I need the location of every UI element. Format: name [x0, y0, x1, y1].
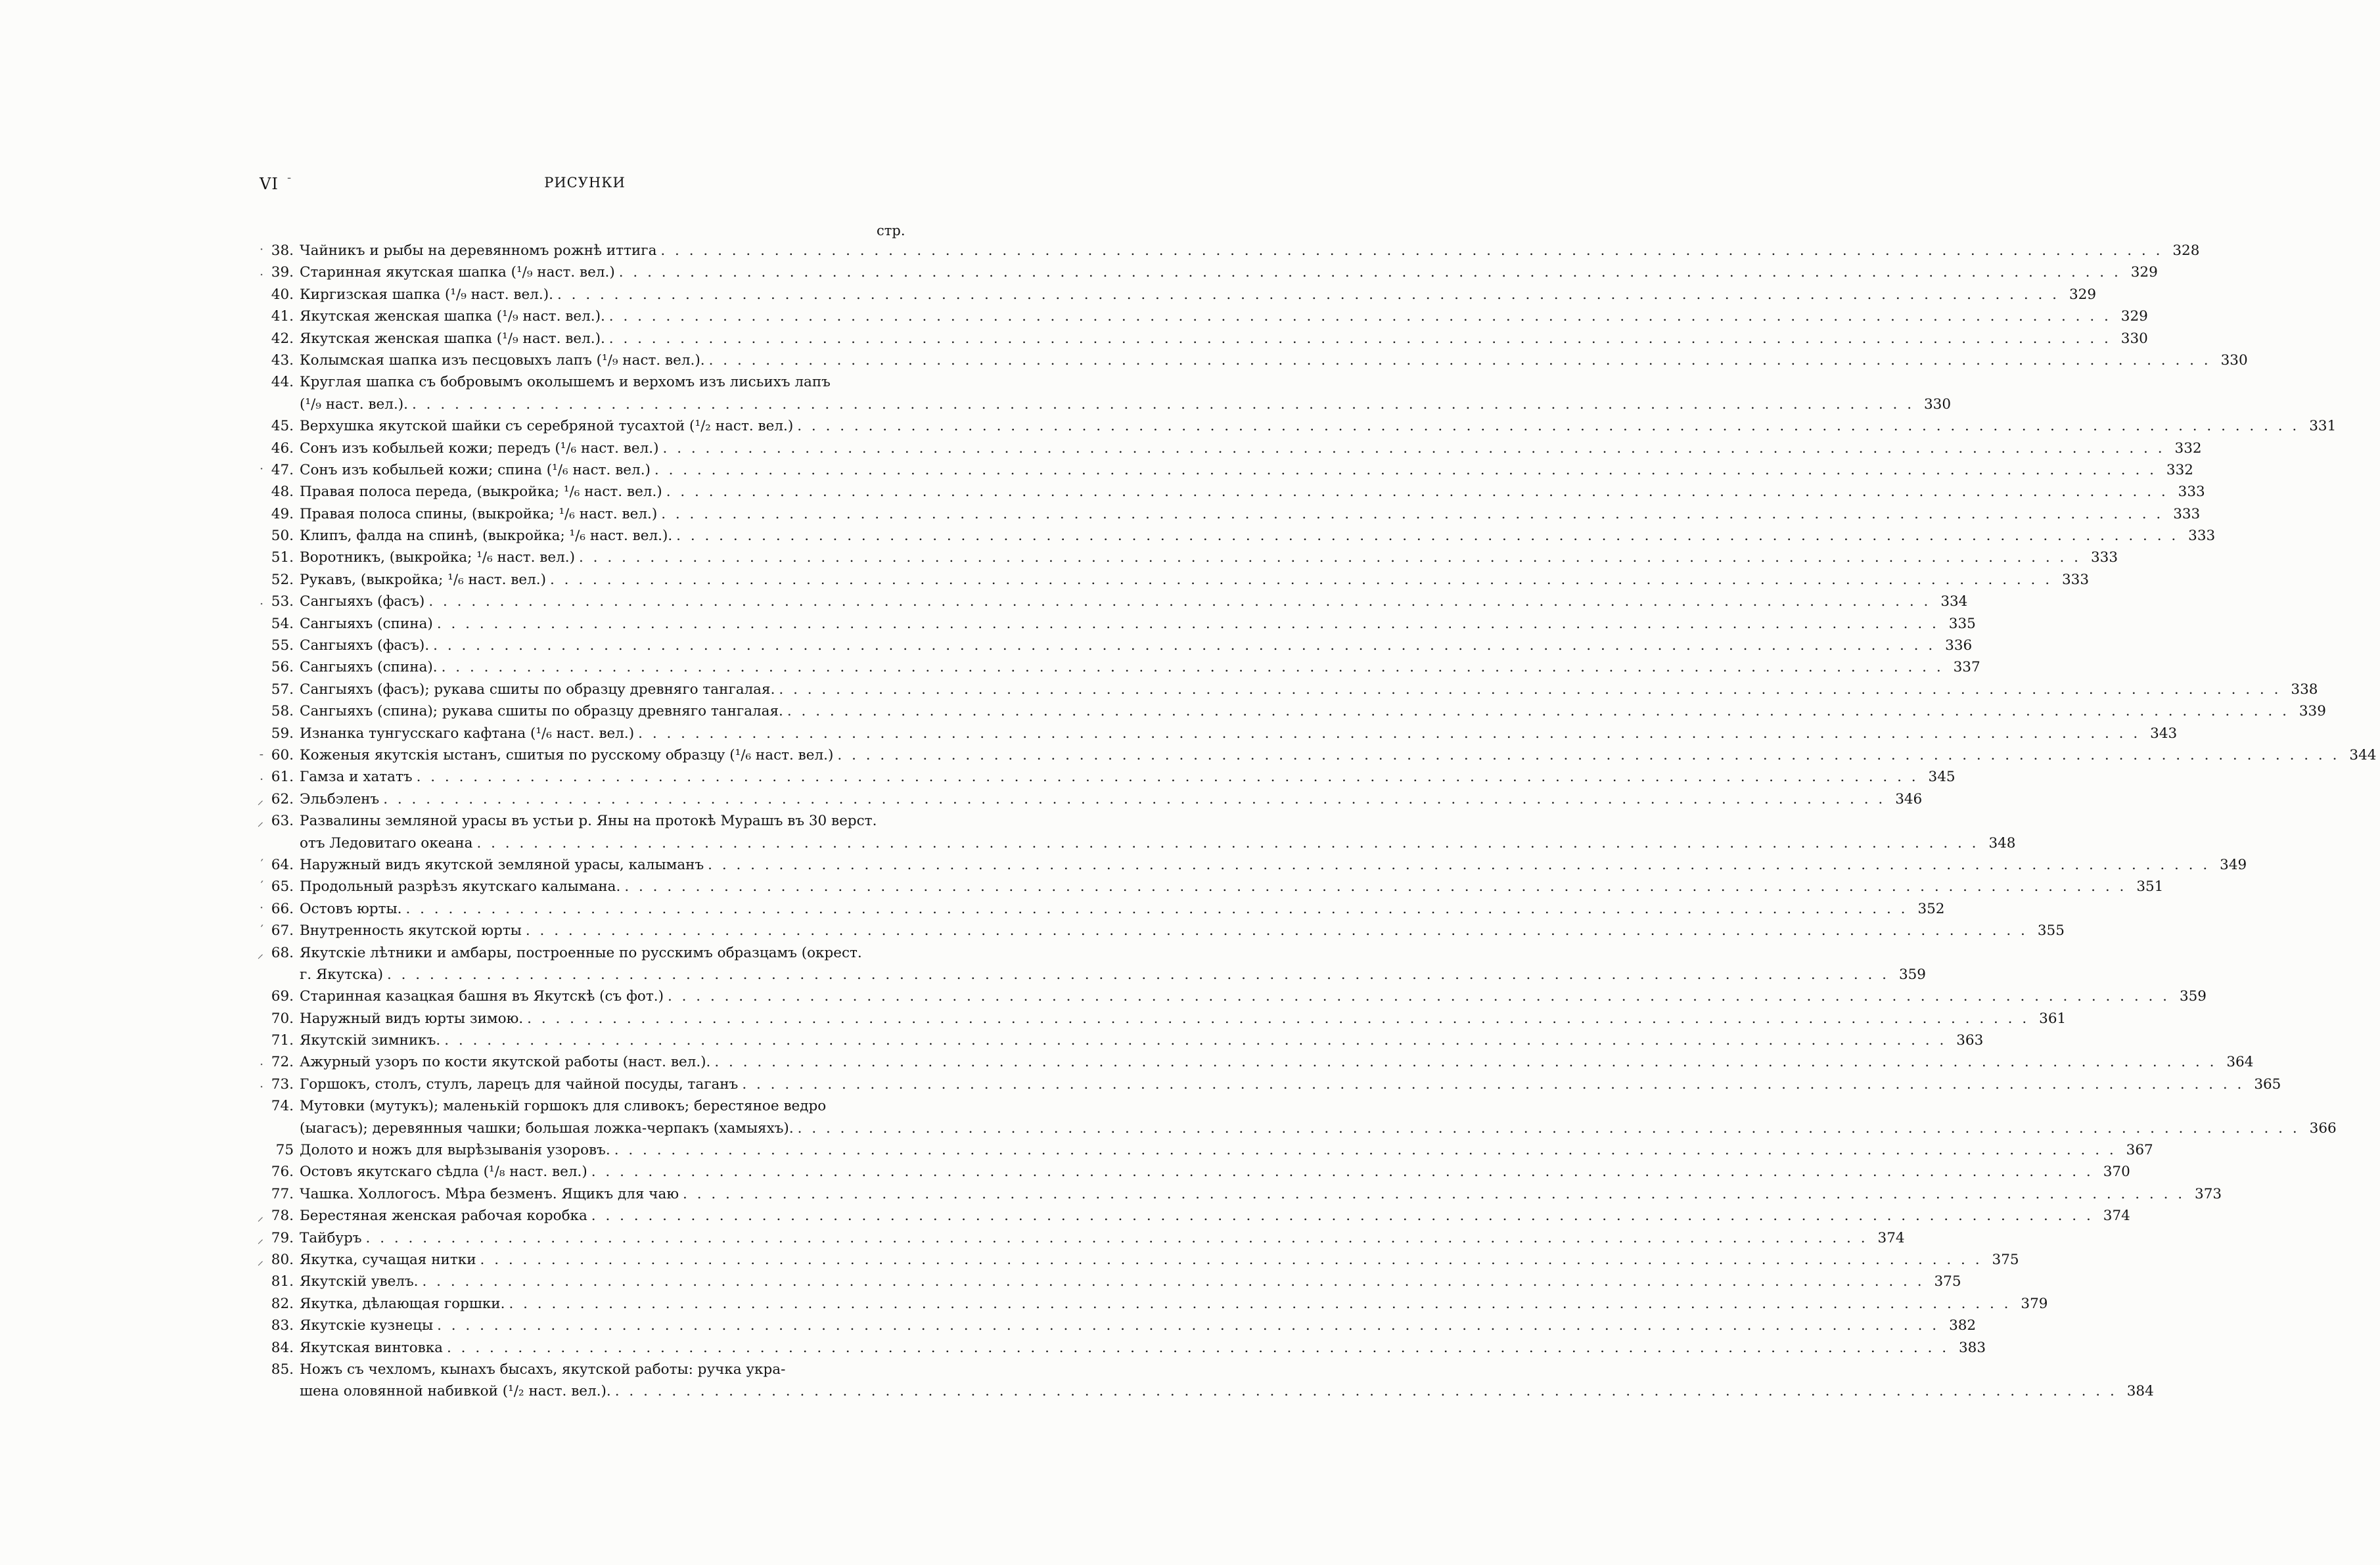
margin-mark: ⸝ [257, 1253, 263, 1268]
page-number: 374 [1877, 1229, 1905, 1246]
dot-leader [654, 462, 2154, 478]
page-number: 375 [1992, 1251, 2019, 1268]
figure-caption: Горшокъ, столъ, стулъ, ларецъ для чайной посуды, таганъ [300, 1076, 739, 1093]
figure-entry [257, 813, 917, 834]
figure-number: 66. [271, 900, 294, 917]
figure-entry [260, 834, 2016, 857]
figure-entry [260, 528, 2216, 549]
figure-caption: Старинная казацкая башня въ Якутскѣ (съ фот.) [300, 988, 664, 1005]
page-column-label: стр. [877, 223, 905, 238]
figure-caption: Ажурный узоръ по кости якутской работы (наст. вел.). [300, 1054, 711, 1071]
figure-number: 38. [271, 242, 294, 259]
figure-number: 72. [271, 1054, 294, 1071]
figure-entry [259, 1076, 2281, 1098]
figure-entry [260, 1317, 1977, 1339]
folio-pencil-mark: - [287, 171, 292, 185]
margin-mark: · [259, 242, 263, 257]
dot-leader [591, 1164, 2091, 1180]
figure-caption: Гамза и хататъ [300, 769, 413, 786]
page-number: 382 [1949, 1317, 1977, 1334]
figure-entry [260, 703, 2326, 725]
figure-number: 47. [271, 461, 294, 478]
figure-entry [260, 1120, 2337, 1142]
figure-caption: Сангыяхъ (фасъ). [300, 637, 430, 654]
figure-entry [257, 1251, 2019, 1273]
figure-number: 53. [271, 593, 294, 610]
page-number: 344 [2349, 746, 2377, 763]
figure-entry [257, 1208, 2130, 1229]
figure-number: 43. [271, 352, 294, 369]
figure-entry [260, 637, 1973, 659]
figure-entry [257, 944, 917, 966]
figure-number: 61. [271, 769, 294, 786]
page-number: 349 [2220, 856, 2247, 873]
figure-number: 78. [271, 1208, 294, 1225]
figure-number: 42. [271, 330, 294, 347]
figure-entry [259, 461, 2193, 484]
dot-leader [423, 1273, 1922, 1290]
margin-mark: ⸝ [257, 946, 263, 961]
page-header [260, 171, 910, 201]
figure-entry [260, 659, 1980, 681]
dot-leader [708, 857, 2207, 873]
figure-caption: Якутка, дѣлающая горшки. [300, 1295, 505, 1312]
figure-caption: Продольный разрѣзъ якутскаго калымана. [300, 878, 621, 896]
figure-number: 50. [271, 528, 294, 545]
figure-number: 58. [271, 703, 294, 720]
figure-caption: отъ Ледовитаго океана [300, 834, 473, 851]
dot-leader [366, 1230, 1865, 1246]
figure-entry [260, 988, 2207, 1010]
page-number: 335 [1948, 615, 1976, 632]
page-number: 373 [2195, 1185, 2222, 1202]
figure-caption: Сонъ изъ кобыльей кожи; спина (¹/₆ наст. вел.) [300, 461, 651, 478]
figure-entry [260, 418, 2337, 440]
figure-entry [260, 615, 1976, 637]
figure-entry [260, 1010, 2067, 1032]
figure-caption: Старинная якутская шапка (¹/₉ наст. вел.) [300, 264, 615, 281]
figure-entry [260, 505, 2201, 528]
dot-leader [428, 593, 1928, 610]
margin-mark: . [259, 593, 263, 608]
figure-list [257, 242, 2377, 1405]
figure-caption: Сангыяхъ (фасъ) [300, 593, 425, 610]
dot-leader [526, 922, 2025, 939]
page-number: 379 [2021, 1295, 2048, 1312]
figure-entry [260, 1142, 2153, 1164]
figure-number: 54. [271, 615, 294, 632]
page-number: 355 [2037, 922, 2065, 940]
figure-caption: Круглая шапка съ бобровымъ околышемъ и верхомъ изъ лисьихъ лапъ [300, 374, 831, 391]
figure-number: 74. [271, 1098, 294, 1115]
figure-entry [260, 330, 2148, 352]
figure-number: 69. [271, 988, 294, 1005]
page-number: 343 [2150, 725, 2178, 742]
page-number: 328 [2172, 242, 2200, 259]
page-number: 337 [1953, 659, 1980, 676]
margin-mark: ⸝ [257, 815, 263, 830]
figure-entry [260, 1295, 2048, 1317]
figure-caption: Якутскіе кузнецы [300, 1317, 434, 1334]
figure-entry [260, 396, 1952, 418]
dot-leader [437, 616, 1936, 632]
margin-mark: . [259, 264, 263, 279]
margin-mark: ′ [260, 878, 263, 894]
margin-mark: · [259, 900, 263, 915]
dot-leader [638, 725, 2138, 742]
figure-entry [259, 264, 2158, 286]
dot-leader [444, 1032, 1944, 1049]
figure-entry [260, 1185, 2222, 1208]
figure-entry [260, 308, 2148, 330]
figure-caption: Ножъ съ чехломъ, кынахъ бысахъ, якутской работы: ручка укра- [300, 1361, 786, 1378]
margin-mark: ⸝ [257, 1231, 263, 1246]
page-number: 374 [2103, 1208, 2130, 1225]
dot-leader [476, 835, 1976, 851]
figure-entry [259, 593, 1968, 615]
dot-leader [433, 637, 1933, 654]
figure-caption: Изнанка тунгусскаго кафтана (¹/₆ наст. вел.) [300, 725, 635, 742]
figure-caption: Рукавъ, (выкройка; ¹/₆ наст. вел.) [300, 571, 547, 588]
page-number: 336 [1945, 637, 1973, 654]
figure-caption: Якутская женская шапка (¹/₉ наст. вел.). [300, 330, 605, 347]
figure-caption: Колымская шапка изъ песцовыхъ лапъ (¹/₉ наст. вел.). [300, 352, 705, 369]
figure-number: 45. [271, 418, 294, 435]
figure-caption: Наружный видъ якутской земляной урасы, калыманъ [300, 856, 704, 873]
page-number: 365 [2254, 1076, 2281, 1093]
page-number: 332 [2166, 461, 2193, 478]
page-number: 338 [2291, 681, 2318, 698]
figure-number: 75 [275, 1142, 294, 1159]
dot-leader [714, 1054, 2214, 1070]
figure-entry [259, 769, 1956, 790]
figure-number: 51. [271, 549, 294, 566]
dot-leader [683, 1186, 2182, 1202]
figure-number: 83. [271, 1317, 294, 1334]
running-title: РИСУНКИ [544, 175, 626, 191]
figure-entry [260, 1164, 2130, 1185]
figure-entry [260, 440, 2202, 462]
page-folio: VI [260, 175, 279, 193]
page-number: 352 [1917, 900, 1945, 917]
figure-entry [260, 966, 1926, 988]
figure-number: 65. [271, 878, 294, 896]
dot-leader [447, 1340, 1946, 1356]
figure-caption: Коженыя якутскія ыстанъ, сшитыя по русскому образцу (¹/₆ наст. вел.) [300, 746, 834, 763]
margin-mark: . [259, 1054, 263, 1069]
dot-leader [661, 506, 2161, 522]
page-number: 346 [1895, 790, 1923, 807]
dot-leader [619, 264, 2118, 281]
figure-entry [259, 1054, 2254, 1076]
figure-entry [260, 374, 917, 396]
page-number: 334 [1940, 593, 1968, 610]
dot-leader [509, 1296, 2008, 1312]
figure-caption: Правая полоса спины, (выкройка; ¹/₆ наст. вел.) [300, 505, 658, 522]
figure-number: 56. [271, 659, 294, 676]
figure-caption: Якутскій зимникъ. [300, 1032, 441, 1049]
figure-entry [260, 1383, 2154, 1405]
figure-caption: Внутренность якутской юрты [300, 922, 522, 940]
margin-mark: - [259, 746, 263, 761]
figure-entry [257, 790, 1923, 813]
figure-number: 63. [271, 813, 294, 830]
figure-caption: Киргизская шапка (¹/₉ наст. вел.). [300, 286, 553, 303]
dot-leader [405, 901, 1905, 917]
figure-number: 84. [271, 1339, 294, 1356]
page-number: 330 [2220, 352, 2248, 369]
margin-mark: . [259, 1076, 263, 1091]
dot-leader [609, 330, 2109, 347]
figure-entry [260, 878, 2164, 900]
margin-mark: . [259, 769, 263, 784]
figure-number: 85. [271, 1361, 294, 1378]
page-number: 329 [2130, 264, 2158, 281]
dot-leader [412, 396, 1911, 413]
figure-number: 39. [271, 264, 294, 281]
figure-entry [260, 286, 2097, 308]
dot-leader [660, 242, 2160, 259]
page-number: 375 [1934, 1273, 1961, 1290]
page-number: 366 [2309, 1120, 2337, 1137]
figure-number: 81. [271, 1273, 294, 1290]
figure-caption: Берестяная женская рабочая коробка [300, 1208, 587, 1225]
figure-entry [260, 1339, 1986, 1361]
dot-leader [668, 988, 2167, 1005]
dot-leader [387, 966, 1887, 983]
figure-number: 67. [271, 922, 294, 940]
figure-number: 71. [271, 1032, 294, 1049]
dot-leader [663, 440, 2163, 457]
page-number: 329 [2069, 286, 2097, 303]
figure-number: 48. [271, 484, 294, 501]
dot-leader [480, 1252, 1980, 1268]
figure-number: 82. [271, 1295, 294, 1312]
figure-entry [259, 900, 1945, 922]
figure-caption: шена оловянной набивкой (¹/₂ наст. вел.). [300, 1383, 611, 1400]
figure-number: 62. [271, 790, 294, 807]
page-number: 367 [2126, 1142, 2153, 1159]
figure-number: 76. [271, 1164, 294, 1181]
figure-caption: Сонъ изъ кобыльей кожи; передъ (¹/₆ наст. вел.) [300, 440, 659, 457]
page-number: 333 [2173, 505, 2201, 522]
figure-caption: Сангыяхъ (спина). [300, 659, 438, 676]
figure-entry [260, 681, 2318, 703]
figure-number: 70. [271, 1010, 294, 1027]
figure-entry [259, 242, 2200, 264]
figure-caption: Сангыяхъ (спина); рукава сшиты по образцу древняго тангалая. [300, 703, 783, 720]
figure-caption: Якутка, сучащая нитки [300, 1251, 476, 1268]
dot-leader [615, 1383, 2115, 1399]
dot-leader [609, 308, 2109, 325]
figure-caption: Остовъ якутскаго сѣдла (¹/₈ наст. вел.) [300, 1164, 587, 1181]
dot-leader [797, 418, 2297, 434]
figure-entry [260, 725, 2178, 747]
figure-number: 57. [271, 681, 294, 698]
figure-caption: Мутовки (мутукъ); маленькій горшокъ для сливокъ; берестяное ведро [300, 1098, 827, 1115]
page-number: 331 [2309, 418, 2337, 435]
figure-number: 73. [271, 1076, 294, 1093]
figure-caption: Верхушка якутской шайки съ серебряной тусахтой (¹/₂ наст. вел.) [300, 418, 794, 435]
figure-caption: Остовъ юрты. [300, 900, 402, 917]
figure-entry [259, 746, 2377, 769]
margin-mark: ⸝ [257, 792, 263, 807]
page-number: 330 [2120, 330, 2148, 347]
page-number: 345 [1928, 769, 1956, 786]
dot-leader [666, 484, 2166, 500]
figure-entry [260, 1032, 1984, 1054]
figure-caption: Развалины земляной урасы въ устьи р. Яны на протокѣ Мурашъ въ 30 верст. [300, 813, 877, 830]
figure-entry [260, 484, 2205, 505]
page-number: 361 [2039, 1010, 2067, 1027]
figure-entry [260, 922, 2065, 944]
figure-caption: Якутская винтовка [300, 1339, 444, 1356]
dot-leader [624, 878, 2124, 895]
figure-caption: Правая полоса переда, (выкройка; ¹/₆ наст. вел.) [300, 484, 662, 501]
page-number: 333 [2090, 549, 2118, 566]
page-number: 348 [1988, 834, 2016, 851]
figure-caption: (ыагасъ); деревянныя чашки; большая ложка-черпакъ (хамыяхъ). [300, 1120, 794, 1137]
dot-leader [779, 681, 2278, 698]
dot-leader [437, 1317, 1936, 1334]
margin-mark: · [259, 461, 263, 476]
figure-number: 52. [271, 571, 294, 588]
page-number: 330 [1923, 396, 1952, 413]
figure-entry [260, 856, 2247, 878]
page-number: 351 [2136, 878, 2164, 896]
figure-number: 79. [271, 1229, 294, 1246]
figure-number: 41. [271, 308, 294, 325]
dot-leader [787, 703, 2287, 719]
page-number: 333 [2178, 484, 2205, 501]
figure-caption: Тайбуръ [300, 1229, 362, 1246]
figure-entry [260, 571, 2090, 593]
figure-number: 60. [271, 746, 294, 763]
figure-number: 40. [271, 286, 294, 303]
dot-leader [798, 1120, 2297, 1137]
margin-mark: ′ [260, 922, 263, 938]
figure-caption: Клипъ, фалда на спинѣ, (выкройка; ¹/₆ наст. вел.). [300, 528, 673, 545]
figure-caption: Долото и ножъ для вырѣзыванія узоровъ. [300, 1142, 610, 1159]
page-number: 364 [2226, 1054, 2254, 1071]
figure-caption: Сангыяхъ (фасъ); рукава сшиты по образцу древняго тангалая. [300, 681, 775, 698]
dot-leader [527, 1010, 2026, 1027]
figure-caption: Якутская женская шапка (¹/₉ наст. вел.). [300, 308, 605, 325]
dot-leader [742, 1076, 2241, 1093]
figure-entry [260, 1098, 917, 1120]
figure-number: 49. [271, 505, 294, 522]
dot-leader [383, 791, 1883, 807]
page-number: 384 [2126, 1383, 2154, 1400]
figure-caption: Сангыяхъ (спина) [300, 615, 433, 632]
page-number: 370 [2103, 1164, 2130, 1181]
figure-number: 68. [271, 944, 294, 961]
figure-caption: Чашка. Холлогосъ. Мѣра безменъ. Ящикъ для чаю [300, 1185, 679, 1202]
dot-leader [442, 659, 1941, 675]
figure-caption: Якутскій увелъ. [300, 1273, 419, 1290]
figure-caption: Наружный видъ юрты зимою. [300, 1010, 524, 1027]
page-number: 329 [2120, 308, 2148, 325]
margin-mark: ⸝ [257, 1210, 263, 1225]
page-number: 363 [1956, 1032, 1984, 1049]
dot-leader [614, 1142, 2114, 1158]
page-number: 359 [2179, 988, 2207, 1005]
figure-entry [260, 549, 2118, 571]
figure-number: 64. [271, 856, 294, 873]
dot-leader [676, 528, 2176, 544]
figure-caption: (¹/₉ наст. вел.). [300, 396, 408, 413]
page-number: 333 [2188, 528, 2216, 545]
page-number: 339 [2299, 703, 2326, 720]
page-number: 333 [2062, 571, 2090, 588]
dot-leader [417, 769, 1916, 785]
figure-caption: Эльбэленъ [300, 790, 380, 807]
figure-caption: Якутскіе лѣтники и амбары, построенные по русскимъ образцамъ (окрест. [300, 944, 862, 961]
figure-number: 46. [271, 440, 294, 457]
figure-number: 77. [271, 1185, 294, 1202]
page-number: 383 [1959, 1339, 1986, 1356]
figure-caption: Чайникъ и рыбы на деревянномъ рожнѣ иттига [300, 242, 657, 259]
dot-leader [709, 352, 2208, 369]
figure-number: 55. [271, 637, 294, 654]
margin-mark: ′ [260, 856, 263, 871]
dot-leader [591, 1208, 2091, 1224]
figure-number: 59. [271, 725, 294, 742]
dot-leader [557, 286, 2057, 303]
dot-leader [837, 747, 2337, 763]
figure-entry [260, 1273, 1961, 1295]
page-number: 332 [2174, 440, 2202, 457]
figure-caption: г. Якутска) [300, 966, 383, 983]
figure-caption: Воротникъ, (выкройка; ¹/₆ наст. вел.) [300, 549, 575, 566]
page-number: 359 [1898, 966, 1926, 983]
dot-leader [550, 572, 2049, 588]
dot-leader [579, 549, 2078, 566]
figure-number: 44. [271, 374, 294, 391]
figure-entry [260, 1361, 917, 1383]
figure-entry [260, 352, 2248, 374]
figure-number: 80. [271, 1251, 294, 1268]
figure-entry [257, 1229, 1905, 1252]
